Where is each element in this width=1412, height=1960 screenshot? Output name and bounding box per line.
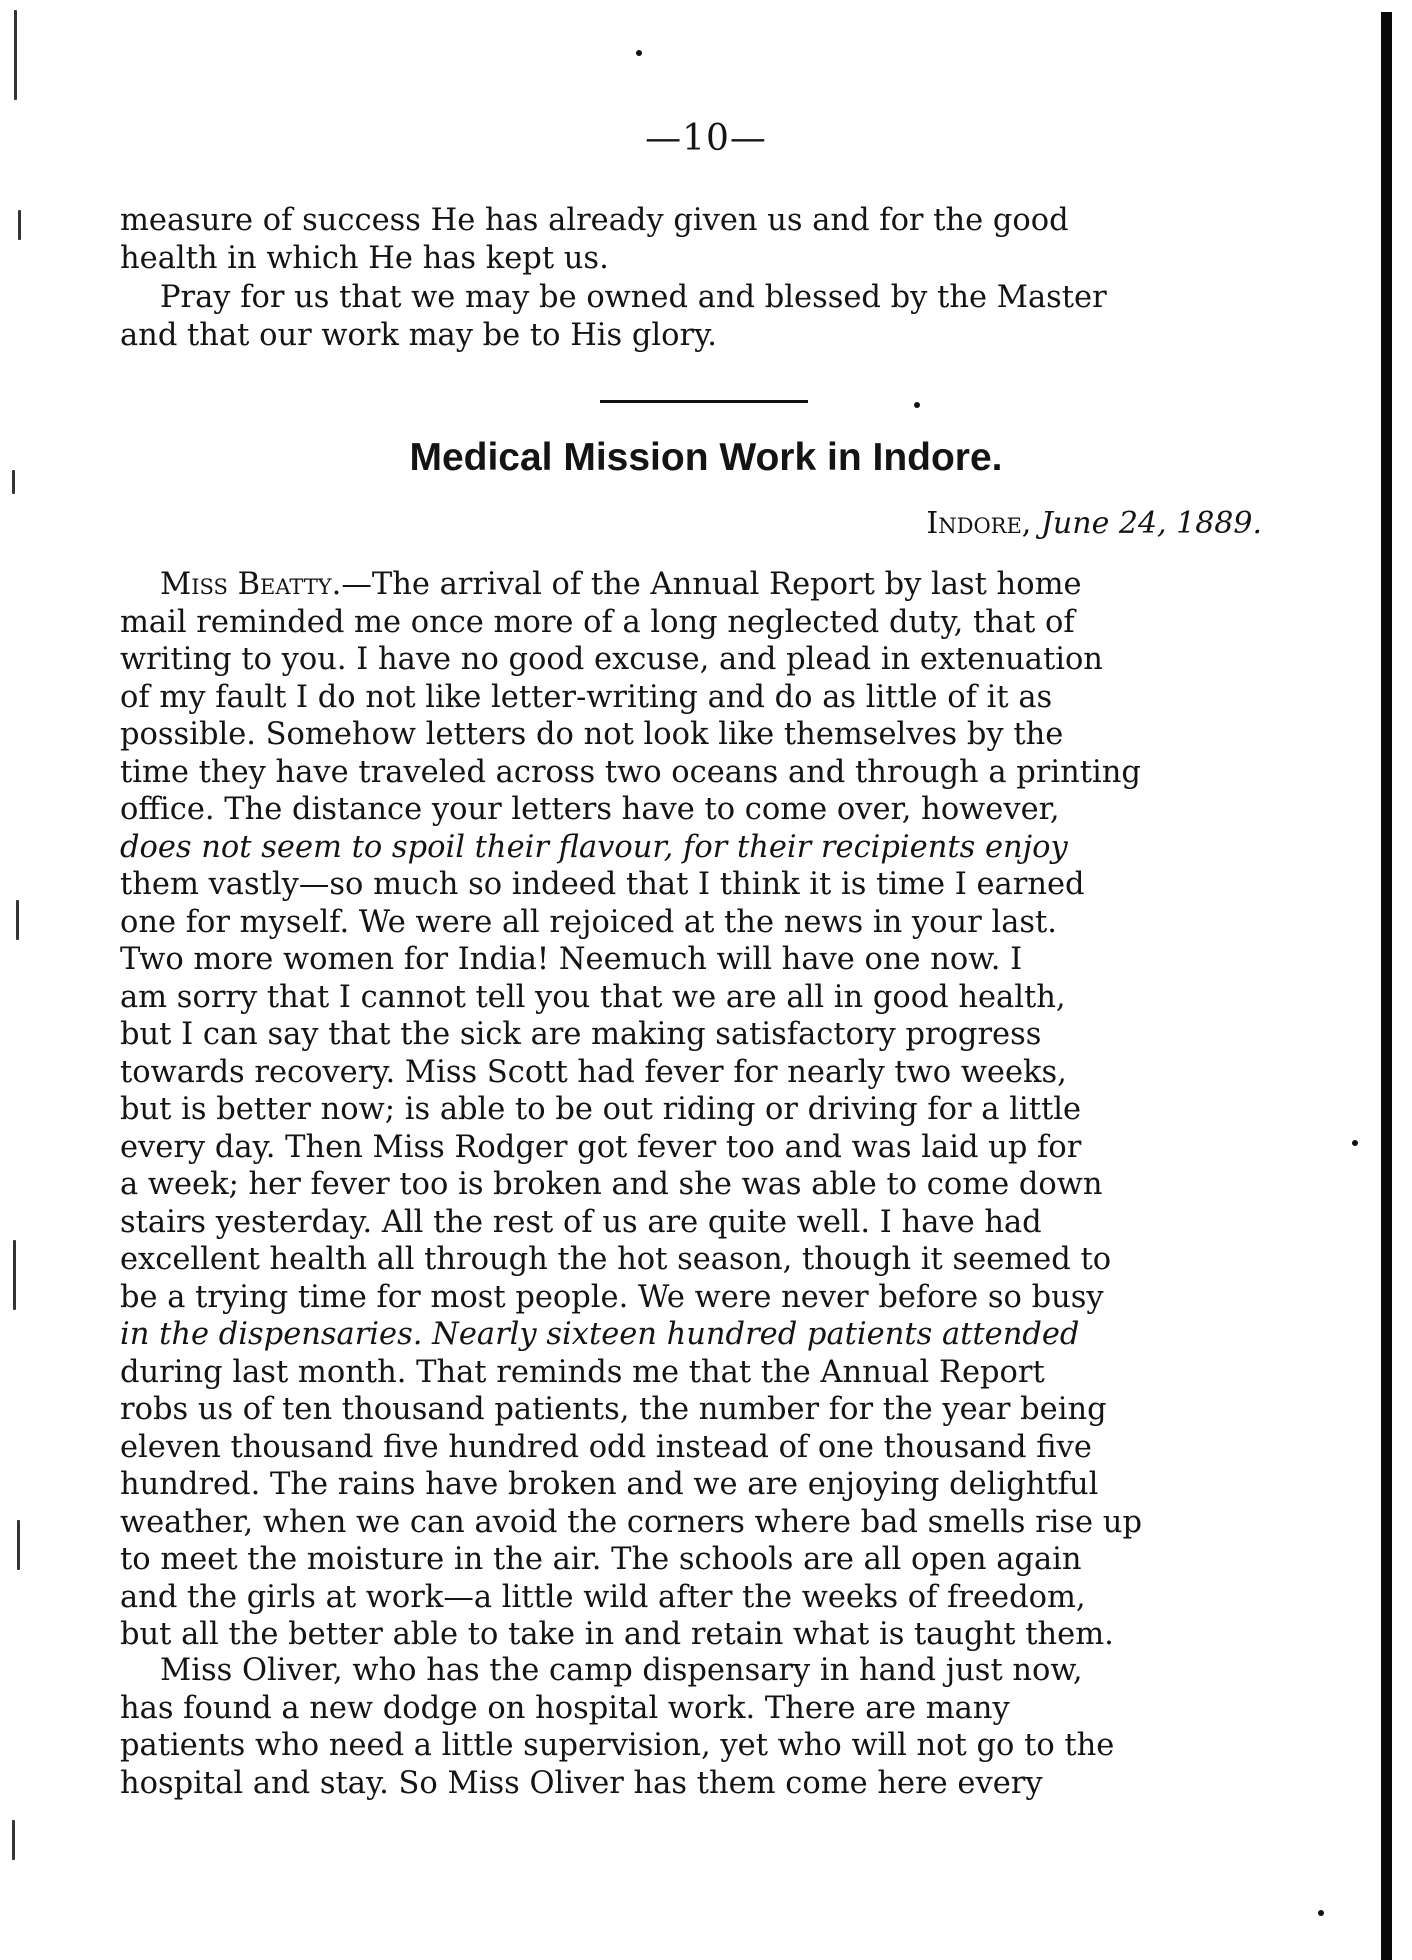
dateline (926, 506, 1262, 541)
ink-speck (636, 50, 642, 56)
text-line: mail reminded me once more of a long neglected duty, that of (120, 604, 1075, 640)
oliver-paragraph (120, 1652, 1292, 1802)
text-line: Two more women for India! Neemuch will have one now. I (120, 942, 1023, 977)
text-line: and that our work may be to His glory. (120, 317, 717, 353)
section-divider (600, 400, 808, 403)
text-line: hundred. The rains have broken and we are enjoying delightful (120, 1467, 1099, 1502)
margin-specks (0, 0, 30, 1960)
text-line: and the girls at work—a little wild after the weeks of freedom, (120, 1579, 1086, 1615)
text-line: am sorry that I cannot tell you that we are all in good health, (120, 979, 1066, 1015)
text-line: writing to you. I have no good excuse, and plead in extenuation (120, 642, 1103, 677)
prayer-paragraph (120, 279, 1292, 354)
page-number: —10— (645, 118, 767, 159)
dateline-place: Indore, (926, 506, 1032, 541)
text-line: to meet the moisture in the air. The schools are all open again (120, 1542, 1082, 1577)
text-line: eleven thousand five hundred odd instead of one thousand five (120, 1429, 1092, 1465)
text-line: measure of success He has already given us and for the good (120, 203, 1069, 238)
speaker-name: Miss Beatty. (160, 567, 342, 602)
text-line: patients who need a little supervision, yet who will not go to the (120, 1728, 1115, 1763)
text-line: —The arrival of the Annual Report by last home (341, 567, 1082, 602)
text-line: them vastly—so much so indeed that I think it is time I earned (120, 867, 1085, 902)
intro-paragraph (120, 202, 1292, 277)
dateline-date: June 24, 1889. (1040, 506, 1262, 541)
binding-edge (1381, 12, 1392, 1960)
text-line: in the dispensaries. Nearly sixteen hundred patients attended (120, 1317, 1080, 1352)
text-line: does not seem to spoil their flavour, for their recipients enjoy (120, 829, 1068, 865)
text-line: but is better now; is able to be out riding or driving for a little (120, 1092, 1082, 1127)
text-line: Miss Oliver, who has the camp dispensary in hand just now, (160, 1653, 1083, 1688)
ink-speck (1318, 1910, 1324, 1916)
text-line: hospital and stay. So Miss Oliver has them come here every (120, 1765, 1043, 1801)
text-line: weather, when we can avoid the corners where bad smells rise up (120, 1504, 1142, 1540)
text-line: but all the better able to take in and retain what is taught them. (120, 1617, 1114, 1652)
text-line: towards recovery. Miss Scott had fever for nearly two weeks, (120, 1054, 1067, 1090)
text-line: of my fault I do not like letter-writing and do as little of it as (120, 679, 1053, 715)
text-line: one for myself. We were all rejoiced at the news in your last. (120, 904, 1057, 940)
text-line: a week; her fever too is broken and she was able to come down (120, 1167, 1103, 1202)
text-line: possible. Somehow letters do not look like themselves by the (120, 717, 1064, 752)
section-title: Medical Mission Work in Indore. (409, 436, 1003, 479)
text-line: every day. Then Miss Rodger got fever too and was laid up for (120, 1129, 1082, 1165)
text-line: robs us of ten thousand patients, the number for the year being (120, 1392, 1107, 1427)
text-line: health in which He has kept us. (120, 240, 609, 276)
text-line: office. The distance your letters have to come over, however, (120, 792, 1060, 827)
text-line: but I can say that the sick are making satisfactory progress (120, 1017, 1042, 1052)
letter-first-line (120, 566, 1292, 604)
text-line: has found a new dodge on hospital work. There are many (120, 1690, 1010, 1726)
text-line: during last month. That reminds me that the Annual Report (120, 1354, 1045, 1390)
text-line: Pray for us that we may be owned and blessed by the Master (160, 280, 1107, 315)
letter-paragraph (120, 566, 1292, 1654)
text-line: excellent health all through the hot season, though it seemed to (120, 1242, 1112, 1277)
text-line: time they have traveled across two oceans and through a printing (120, 754, 1141, 790)
text-line: stairs yesterday. All the rest of us are quite well. I have had (120, 1204, 1042, 1240)
ink-speck (1352, 1140, 1358, 1146)
ink-speck (914, 402, 920, 408)
text-line: be a trying time for most people. We were never before so busy (120, 1279, 1104, 1315)
